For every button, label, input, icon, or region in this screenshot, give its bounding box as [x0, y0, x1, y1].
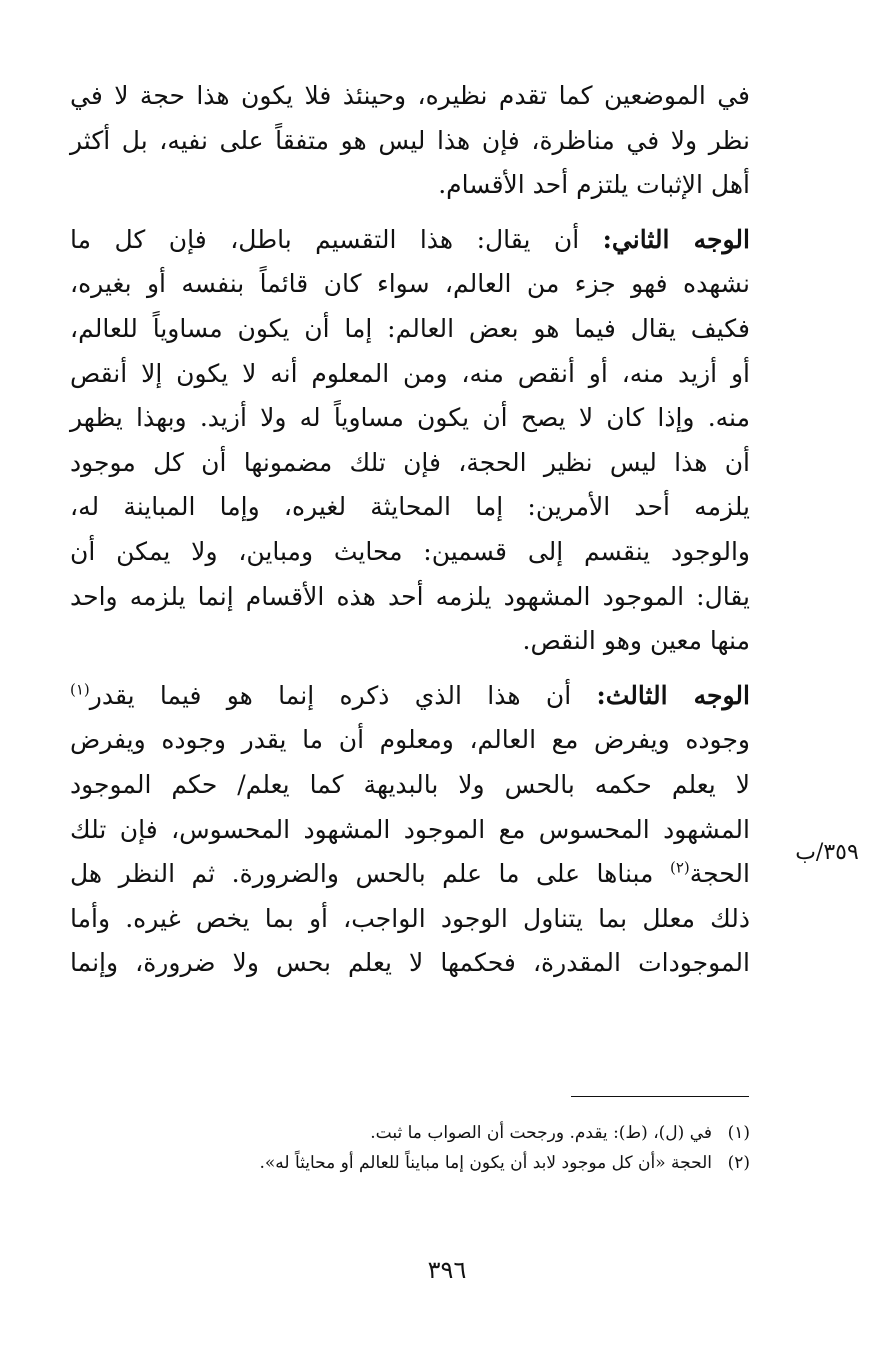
paragraph-2: [70, 218, 750, 664]
paragraph-1: [70, 74, 750, 208]
footnote-text: الحجة «أن كل موجود لابد أن يكون إما مبايناً للعالم أو محايثاً له».: [259, 1153, 712, 1173]
text-line: يلزمه أحد الأمرين: إما المحايثة لغيره، وإما المباينة له،: [70, 492, 750, 522]
text-line: فكيف يقال فيما هو بعض العالم: إما أن يكون مساوياً للعالم،: [70, 313, 750, 343]
text-line: المشهود المحسوس مع الموجود المشهود المحسوس، فإن تلك: [70, 814, 750, 844]
text-line: أهل الإثبات يلتزم أحد الأقسام.: [438, 170, 750, 200]
footnote-separator: [571, 1096, 749, 1097]
text-line: نظر ولا في مناظرة، فإن هذا ليس هو متفقاً على نفيه، بل أكثر: [70, 125, 750, 155]
text-line: أن هذا ليس نظير الحجة، فإن تلك مضمونها أن كل موجود: [70, 447, 750, 477]
text-line: أو أزيد منه، أو أنقص منه، ومن المعلوم أنه لا يكون إلا أنقص: [70, 358, 750, 388]
text-line: يقال: الموجود المشهود يلزمه أحد هذه الأقسام إنما يلزمه واحد: [70, 581, 750, 611]
footnote-ref-2: (٢): [669, 858, 690, 877]
footnote-number: (٢): [727, 1153, 750, 1173]
page-number: ٣٩٦: [427, 1256, 467, 1284]
text-span: أن يقال: هذا التقسيم باطل، فإن كل ما: [70, 224, 603, 254]
footnote: [150, 1148, 750, 1178]
text-line: والوجود ينقسم إلى قسمين: محايث ومباين، ولا يمكن أن: [70, 536, 750, 566]
section-heading: الوجه الثاني:: [602, 224, 750, 254]
text-line: لا يعلم حكمه بالحس ولا بالبديهة كما يعلم/ حكم الموجود: [70, 769, 750, 799]
text-line: ذلك معلل بما يتناول الوجود الواجب، أو بما يخص غيره. وأما: [70, 903, 750, 933]
text-line: وجوده ويفرض مع العالم، ومعلوم أن ما يقدر وجوده ويفرض: [70, 725, 750, 755]
text-line: منها معين وهو النقص.: [522, 626, 750, 656]
manuscript-folio-note: ٣٥٩/ب: [795, 840, 859, 865]
footnote-ref-1: (١): [70, 680, 90, 699]
text-span: الحجة: [689, 859, 750, 889]
text-span: أن هذا الذي ذكره إنما هو فيما يقدر: [89, 680, 597, 710]
text-line: منه. وإذا كان لا يصح أن يكون مساوياً له ولا أزيد. وبهذا يظهر: [70, 403, 750, 433]
section-heading: الوجه الثالث:: [596, 680, 750, 710]
text-line: نشهده فهو جزء من العالم، سواء كان قائماً بنفسه أو بغيره،: [70, 269, 750, 299]
footnote: [150, 1118, 750, 1148]
text-span: مبناها على ما علم بالحس والضرورة. ثم النظر هل: [70, 859, 670, 889]
footnotes: [150, 1118, 750, 1178]
text-line: في الموضعين كما تقدم نظيره، وحينئذ فلا يكون هذا حجة لا في: [70, 81, 750, 110]
text-line: [70, 218, 750, 263]
text-line: الموجودات المقدرة، فحكمها لا يعلم بحس ولا ضرورة، وإنما: [70, 948, 750, 978]
paragraph-3: [70, 674, 750, 986]
main-text: [70, 74, 750, 996]
text-line: [70, 852, 750, 897]
text-line: [70, 674, 750, 719]
footnote-number: (١): [727, 1123, 750, 1143]
footnote-text: في (ل)، (ط): يقدم. ورجحت أن الصواب ما ثبت.: [370, 1123, 712, 1143]
